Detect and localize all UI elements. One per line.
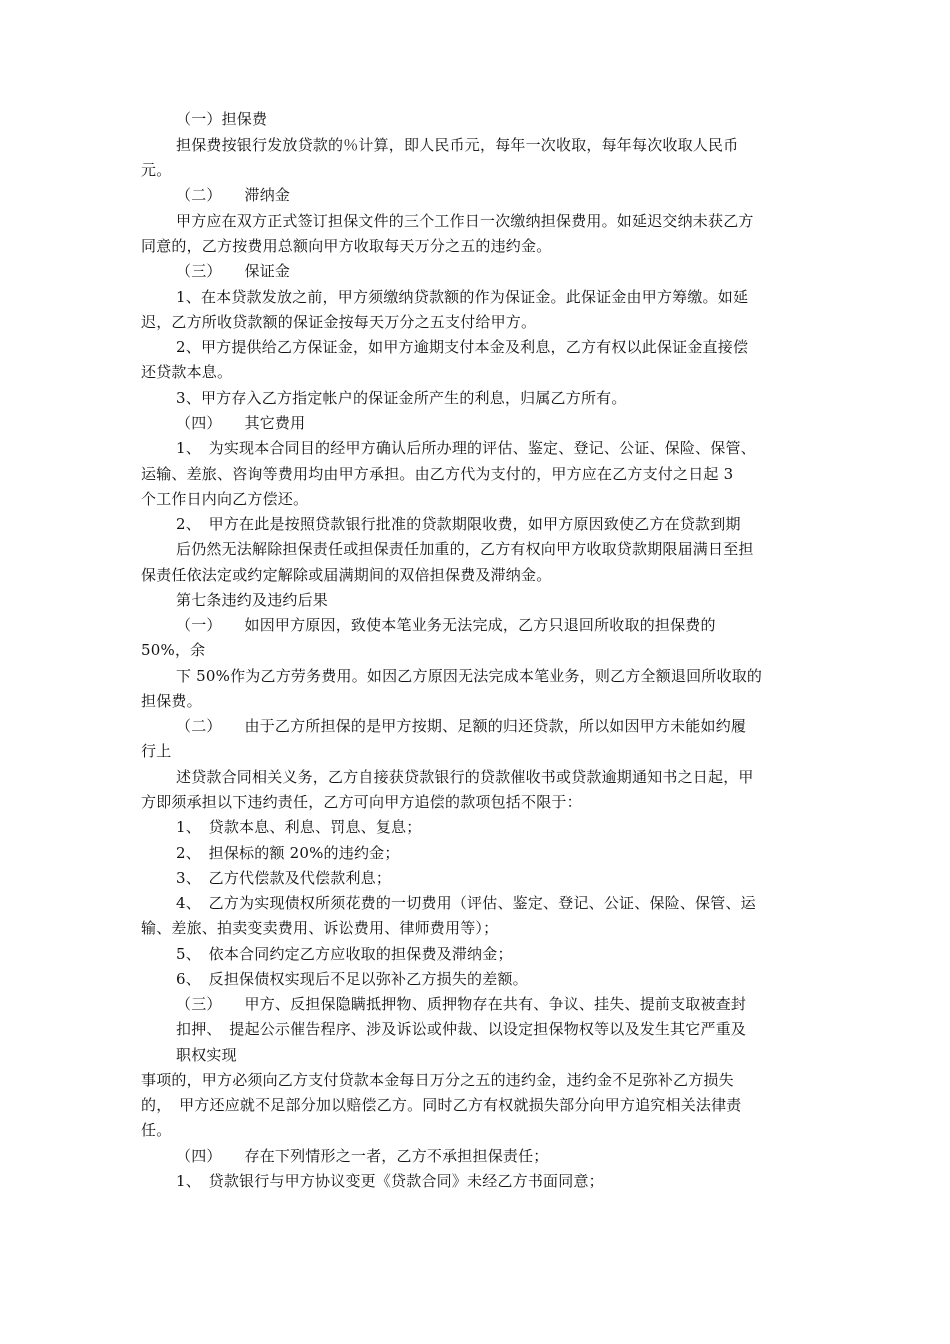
paragraph-line: 个工作日内向乙方偿还。 — [141, 490, 309, 508]
section-heading-other-fees: （四） 其它费用 — [176, 414, 306, 432]
paragraph-line: 3、甲方存入乙方指定帐户的保证金所产生的利息，归属乙方所有。 — [176, 389, 627, 407]
paragraph-line: （二） 由于乙方所担保的是甲方按期、足额的归还贷款，所以如因甲方未能如约履 — [176, 717, 747, 735]
paragraph-line: （三） 甲方、反担保隐瞒抵押物、质押物存在共有、争议、挂失、提前支取被查封 — [176, 995, 747, 1013]
section-heading-guarantee-fee: （一）担保费 — [176, 110, 268, 128]
paragraph-line: 担保费按银行发放贷款的％计算，即人民币元，每年一次收取，每年每次收取人民币 — [176, 136, 739, 154]
paragraph-line: 保责任依法定或约定解除或届满期间的双倍担保费及滞纳金。 — [141, 566, 552, 584]
paragraph-line: 同意的，乙方按费用总额向甲方收取每天万分之五的违约金。 — [141, 237, 552, 255]
paragraph-line: 还贷款本息。 — [141, 363, 233, 381]
section-heading-late-fee: （二） 滞纳金 — [176, 186, 291, 204]
paragraph-line: 行上 — [141, 742, 172, 760]
list-item: 2、 担保标的额 20%的违约金； — [176, 844, 400, 862]
paragraph-line: 下 50%作为乙方劳务费用。如因乙方原因无法完成本笔业务，则乙方全额退回所收取的 — [176, 667, 763, 685]
paragraph-line: 2、甲方提供给乙方保证金，如甲方逾期支付本金及利息，乙方有权以此保证金直接偿 — [176, 338, 749, 356]
paragraph-line: 职权实现 — [176, 1046, 237, 1064]
list-item: 5、 依本合同约定乙方应收取的担保费及滞纳金； — [176, 945, 513, 963]
list-item: 3、 乙方代偿款及代偿款利息； — [176, 869, 392, 887]
article-heading: 第七条违约及违约后果 — [176, 591, 329, 609]
paragraph-line: 任。 — [141, 1121, 172, 1139]
paragraph-line: 后仍然无法解除担保责任或担保责任加重的，乙方有权向甲方收取贷款期限届满日至担 — [176, 540, 754, 558]
section-heading-deposit: （三） 保证金 — [176, 262, 291, 280]
paragraph-line: （一） 如因甲方原因，致使本笔业务无法完成，乙方只退回所收取的担保费的 — [176, 616, 716, 634]
list-item: 1、 贷款银行与甲方协议变更《贷款合同》未经乙方书面同意； — [176, 1172, 604, 1190]
paragraph-line: 1、 为实现本合同目的经甲方确认后所办理的评估、鉴定、登记、公证、保险、保管、 — [176, 439, 756, 457]
paragraph-line: 2、 甲方在此是按照贷款银行批准的贷款期限收费，如甲方原因致使乙方在贷款到期 — [176, 515, 741, 533]
paragraph-line: 输、差旅、拍卖变卖费用、诉讼费用、律师费用等）； — [141, 919, 499, 937]
paragraph-line: 元。 — [141, 161, 172, 179]
paragraph-line: （四） 存在下列情形之一者，乙方不承担担保责任； — [176, 1147, 549, 1165]
paragraph-line: 述贷款合同相关义务，乙方自接获贷款银行的贷款催收书或贷款逾期通知书之日起，甲 — [176, 768, 754, 786]
paragraph-line: 1、在本贷款发放之前，甲方须缴纳贷款额的作为保证金。此保证金由甲方筹缴。如延 — [176, 288, 749, 306]
paragraph-line: 迟，乙方所收贷款额的保证金按每天万分之五支付给甲方。 — [141, 313, 537, 331]
paragraph-line: 方即须承担以下违约责任，乙方可向甲方追偿的款项包括不限于： — [141, 793, 582, 811]
paragraph-line: 50%，余 — [141, 641, 206, 659]
list-item: 1、 贷款本息、利息、罚息、复息； — [176, 818, 422, 836]
paragraph-line: 担保费。 — [141, 692, 202, 710]
paragraph-line: 事项的，甲方必须向乙方支付贷款本金每日万分之五的违约金，违约金不足弥补乙方损失 — [141, 1071, 734, 1089]
list-item: 4、 乙方为实现债权所须花费的一切费用（评估、鉴定、登记、公证、保险、保管、运 — [176, 894, 756, 912]
paragraph-line: 扣押、 提起公示催告程序、涉及诉讼或仲裁、以设定担保物权等以及发生其它严重及 — [176, 1020, 747, 1038]
paragraph-line: 运输、差旅、咨询等费用均由甲方承担。由乙方代为支付的，甲方应在乙方支付之日起 3 — [141, 465, 734, 483]
paragraph-line: 甲方应在双方正式签订担保文件的三个工作日一次缴纳担保费用。如延迟交纳未获乙方 — [176, 212, 754, 230]
paragraph-line: 的， 甲方还应就不足部分加以赔偿乙方。同时乙方有权就损失部分向甲方追究相关法律责 — [141, 1096, 742, 1114]
list-item: 6、 反担保债权实现后不足以弥补乙方损失的差额。 — [176, 970, 528, 988]
